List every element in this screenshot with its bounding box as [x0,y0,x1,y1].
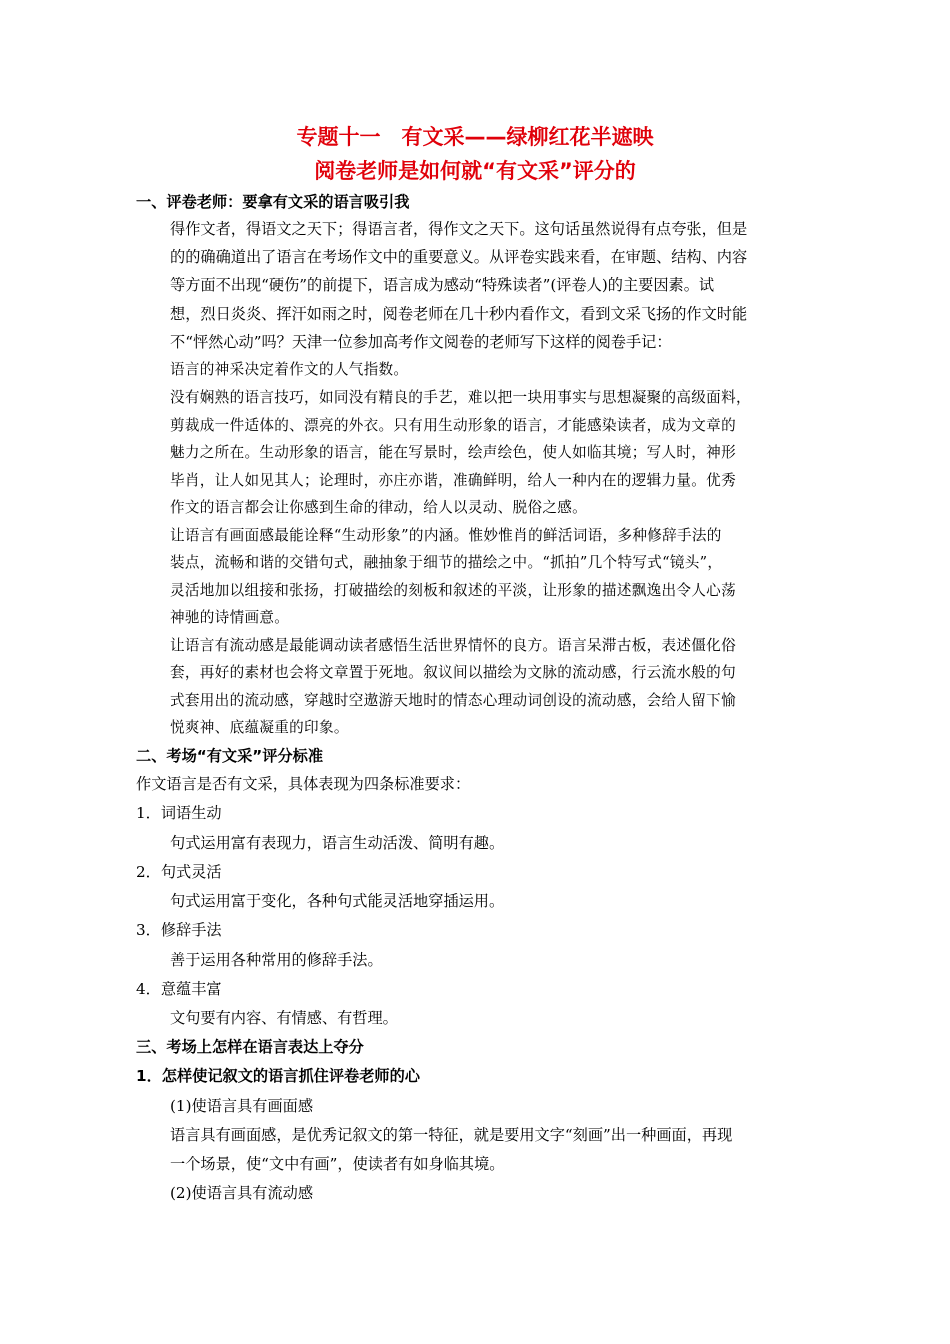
criterion-label: 2．句式灵活 [136,863,222,881]
quote-line: 式套用出的流动感，穿越时空遨游天地时的情态心理动词创设的流动感，会给人留下愉 [170,692,736,709]
quote-line: 套，再好的素材也会将文章置于死地。叙议间以描绘为文脉的流动感，行云流水般的句 [170,664,736,681]
criterion-desc: 句式运用富于变化，各种句式能灵活地穿插运用。 [170,892,505,910]
quote-line: 装点，流畅和谐的交错句式，融抽象于细节的描绘之中。“抓拍”几个特写式“镜头”， [170,554,723,571]
paragraph-line: 语言具有画面感，是优秀记叙文的第一特征，就是要用文字“刻画”出一种画面，再现 [170,1126,733,1144]
quote-line: 剪裁成一件适体的、漂亮的外衣。只有用生动形象的语言，才能感染读者，成为文章的 [170,417,736,434]
title-line-1: 专题十一 有文采——绿柳红花半遮映 [296,125,654,149]
criterion-label: 3．修辞手法 [136,921,222,939]
title-line-2: 阅卷老师是如何就“有文采”评分的 [314,159,636,183]
paragraph-line: 想，烈日炎炎、挥汗如雨之时，阅卷老师在几十秒内看作文，看到文采飞扬的作文时能 [170,305,748,323]
criterion-desc: 文句要有内容、有情感、有哲理。 [170,1009,398,1027]
quote-line: 神驰的诗情画意。 [170,609,290,626]
quote-line: 没有娴熟的语言技巧，如同没有精良的手艺，难以把一块用事实与思想凝聚的高级面料， [170,389,751,406]
quote-line: 语言的神采决定着作文的人气指数。 [170,361,409,378]
quote-line: 悦爽神、底蕴凝重的印象。 [170,719,349,736]
quote-line: 让语言有画面感最能诠释“生动形象”的内涵。惟妙惟肖的鲜活词语，多种修辞手法的 [170,527,722,544]
section-3-subheading: 1．怎样使记叙文的语言抓住评卷老师的心 [136,1067,420,1085]
criterion-label: 4．意蕴丰富 [136,980,222,998]
quote-line: 灵活地加以组接和张扬，打破描绘的刻板和叙述的平淡，让形象的描述飘逸出令人心荡 [170,582,736,599]
section-3-heading: 三、考场上怎样在语言表达上夺分 [136,1038,364,1056]
criterion-desc: 句式运用富有表现力，语言生动活泼、简明有趣。 [170,834,505,852]
section-2-intro: 作文语言是否有文采，具体表现为四条标准要求： [136,775,471,793]
paragraph-line: 一个场景，使“文中有画”，使读者有如身临其境。 [170,1155,505,1173]
criterion-label: 1．词语生动 [136,804,222,822]
paragraph-line: 等方面不出现“硬伤”的前提下，语言成为感动“特殊读者”(评卷人)的主要因素。试 [170,276,715,294]
quote-line: 作文的语言都会让你感到生命的律动，给人以灵动、脱俗之感。 [170,499,588,516]
criterion-desc: 善于运用各种常用的修辞手法。 [170,951,383,969]
quote-line: 让语言有流动感是最能调动读者感悟生活世界情怀的良方。语言呆滞古板，表述僵化俗 [170,637,736,654]
point-heading: (2)使语言具有流动感 [170,1184,314,1202]
section-2-heading: 二、考场“有文采”评分标准 [136,747,324,765]
quote-line: 毕肖，让人如见其人；论理时，亦庄亦谐，准确鲜明，给人一种内在的逻辑力量。优秀 [170,472,736,489]
section-1-heading: 一、评卷老师：要拿有文采的语言吸引我 [136,193,410,211]
paragraph-line: 得作文者，得语文之天下；得语言者，得作文之天下。这句话虽然说得有点夸张，但是 [170,220,748,238]
quote-line: 魅力之所在。生动形象的语言，能在写景时，绘声绘色，使人如临其境；写人时，神形 [170,444,736,461]
point-heading: (1)使语言具有画面感 [170,1097,314,1115]
paragraph-line: 不“怦然心动”吗？天津一位参加高考作文阅卷的老师写下这样的阅卷手记： [170,333,672,351]
paragraph-line: 的的确确道出了语言在考场作文中的重要意义。从评卷实践来看，在审题、结构、内容 [170,248,748,266]
